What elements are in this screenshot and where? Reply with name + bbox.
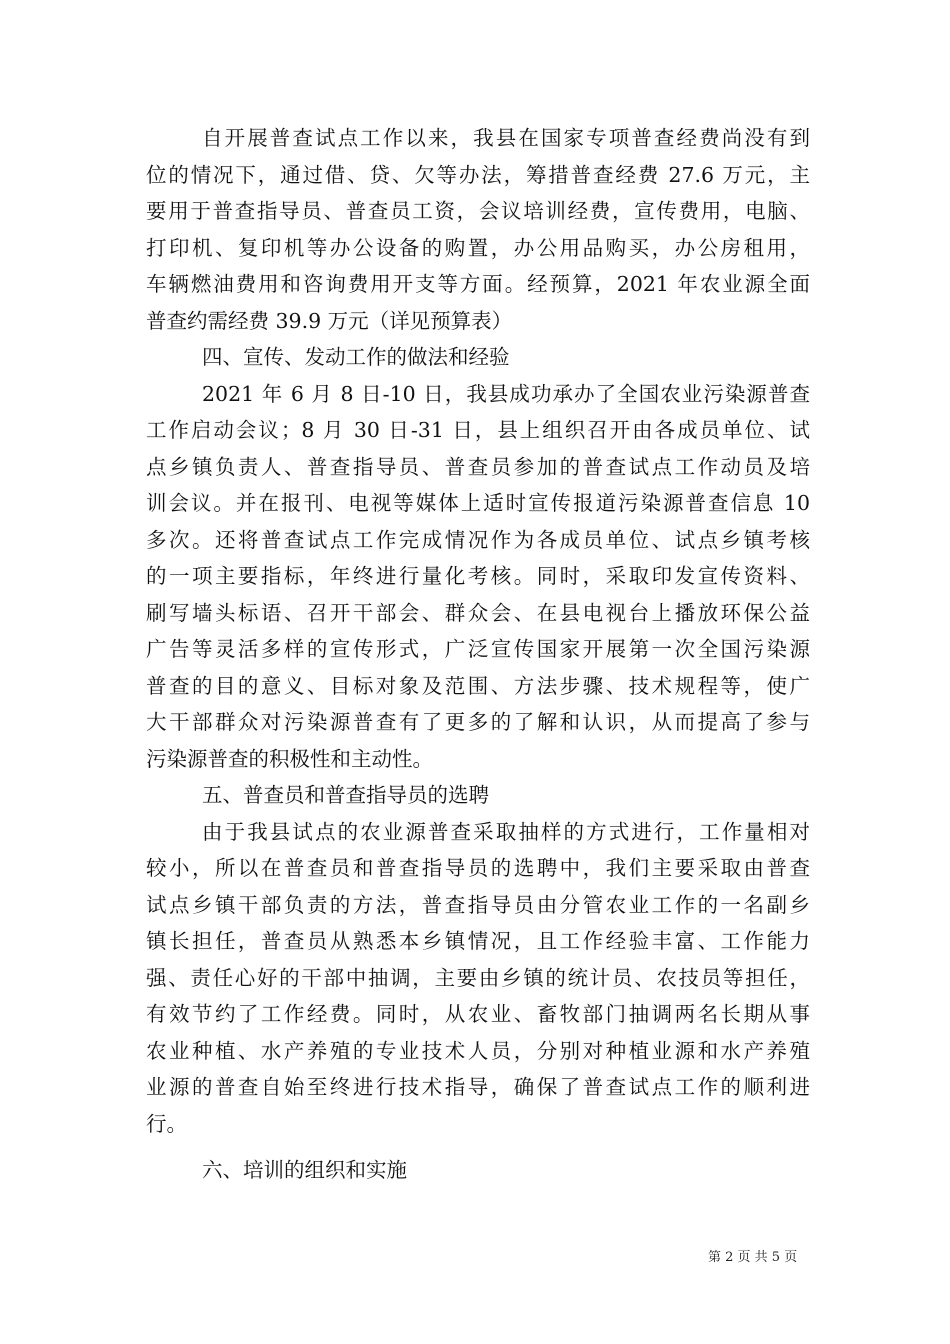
document-body <box>146 120 810 1189</box>
text-line: 刷写墙头标语、召开干部会、群众会、在县电视台上播放环保公益 <box>146 600 810 625</box>
text-line: 车辆燃油费用和咨询费用开支等方面。经预算，2021 年农业源全面 <box>146 272 810 296</box>
text-line: 要用于普查指导员、普查员工资，会议培训经费，宣传费用，电脑、 <box>146 199 810 223</box>
section-heading: 五、普查员和普查指导员的选聘 <box>202 783 489 807</box>
text-line: 行。 <box>146 1111 187 1136</box>
text-line: 自开展普查试点工作以来，我县在国家专项普查经费尚没有到 <box>202 126 810 150</box>
text-line: 大干部群众对污染源普查有了更多的了解和认识，从而提高了参与 <box>146 710 810 734</box>
text-line: 普查约需经费 39.9 万元（详见预算表） <box>146 308 513 333</box>
text-line: 试点乡镇干部负责的方法，普查指导员由分管农业工作的一名副乡 <box>146 892 810 917</box>
text-line: 训会议。并在报刊、电视等媒体上适时宣传报道污染源普查信息 10 <box>146 491 810 515</box>
text-line: 镇长担任，普查员从熟悉本乡镇情况，且工作经验丰富、工作能力 <box>146 929 810 953</box>
text-line: 业源的普查自始至终进行技术指导，确保了普查试点工作的顺利进 <box>146 1075 810 1099</box>
text-line: 污染源普查的积极性和主动性。 <box>146 746 433 771</box>
text-line: 工作启动会议；8 月 30 日-31 日，县上组织召开由各成员单位、试 <box>146 418 810 442</box>
text-line: 2021 年 6 月 8 日-10 日，我县成功承办了全国农业污染源普查 <box>202 381 810 406</box>
text-line: 由于我县试点的农业源普查采取抽样的方式进行，工作量相对 <box>202 819 810 844</box>
section-heading: 六、培训的组织和实施 <box>202 1158 407 1182</box>
page-number: 第 2 页 共 5 页 <box>708 1250 798 1265</box>
text-line: 点乡镇负责人、普查指导员、普查员参加的普查试点工作动员及培 <box>146 454 810 479</box>
text-line: 的一项主要指标，年终进行量化考核。同时，采取印发宣传资料、 <box>146 564 810 588</box>
text-line: 强、责任心好的干部中抽调，主要由乡镇的统计员、农技员等担任， <box>146 965 810 990</box>
text-line: 农业种植、水产养殖的专业技术人员，分别对种植业源和水产养殖 <box>146 1038 810 1063</box>
text-line: 有效节约了工作经费。同时，从农业、畜牧部门抽调两名长期从事 <box>146 1002 810 1026</box>
text-line: 普查的目的意义、目标对象及范围、方法步骤、技术规程等，使广 <box>146 673 810 698</box>
text-line: 位的情况下，通过借、贷、欠等办法，筹措普查经费 27.6 万元，主 <box>146 162 810 187</box>
text-line: 多次。还将普查试点工作完成情况作为各成员单位、试点乡镇考核 <box>146 527 810 552</box>
section-heading: 四、宣传、发动工作的做法和经验 <box>202 345 510 369</box>
text-line: 广告等灵活多样的宣传形式，广泛宣传国家开展第一次全国污染源 <box>146 637 810 661</box>
text-line: 较小，所以在普查员和普查指导员的选聘中，我们主要采取由普查 <box>146 856 810 880</box>
text-line: 打印机、复印机等办公设备的购置，办公用品购买，办公房租用， <box>146 235 810 260</box>
